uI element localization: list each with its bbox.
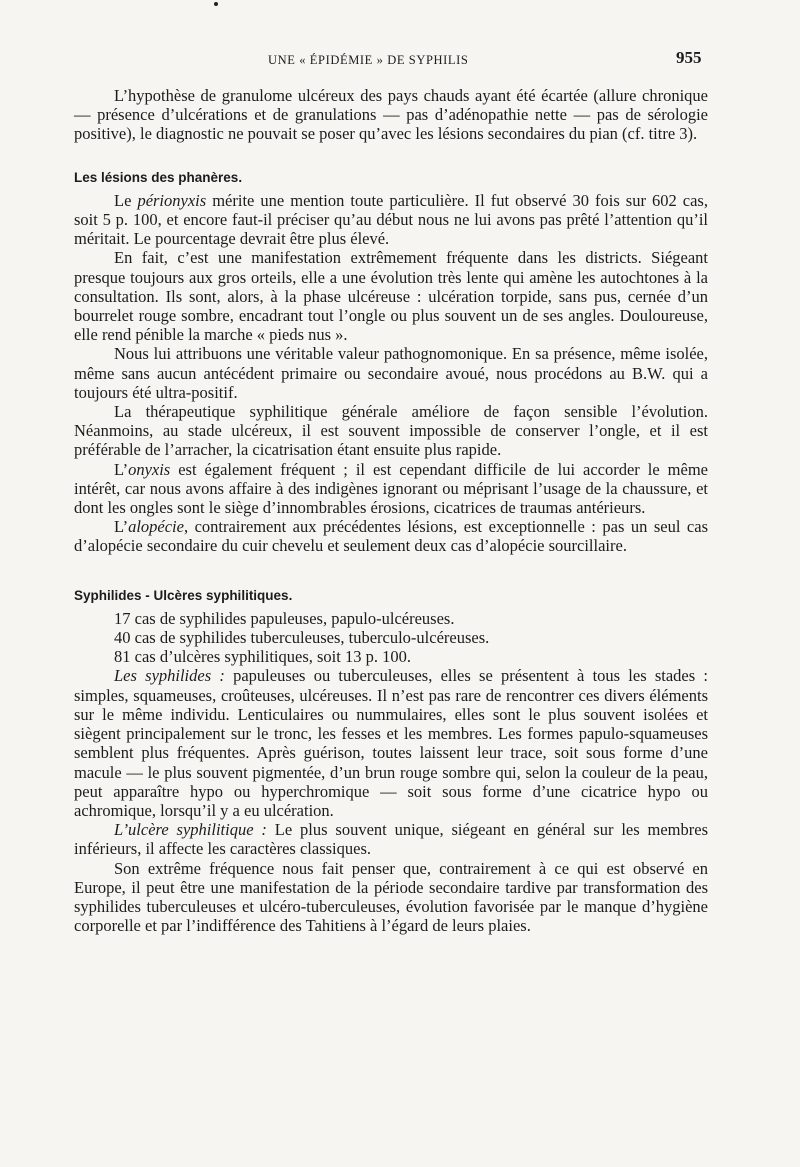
- body-text: [74, 86, 708, 935]
- ink-speck: [214, 2, 218, 6]
- paragraph-ulcere: [74, 820, 708, 858]
- term-alopecie: alopécie: [128, 517, 184, 537]
- text-run: Le plus souvent unique, siégeant en général sur les membres inférieurs, il affecte les caractères classiques.: [74, 820, 708, 859]
- text-run: L’: [114, 459, 129, 479]
- paragraph-frequence: En fait, c’est une manifestation extrêmement fréquente dans les districts. Siégeant presque toujours aux gros orteils, elle a une évolution très lente qui amène les autochtones à la consultation. Ils sont, alors, à la phase ulcéreuse : ulcération torpide, sans pus, cernée d’un bourrelet rouge sombre, encadrant tout l’ongle ou plus souvent un de ses angles. Douloureuse, elle rend pénible la marche « pieds nus ».: [74, 248, 708, 345]
- running-header: [0, 48, 800, 72]
- page-number: 955: [676, 48, 702, 67]
- term-perionyxis: périonyxis: [137, 190, 207, 210]
- stat-line: 17 cas de syphilides papuleuses, papulo-ulcéreuses.: [114, 608, 455, 628]
- term-syphilides: Les syphilides :: [114, 666, 225, 686]
- paragraph-frequence-ulcere: Son extrême fréquence nous fait penser que, contrairement à ce qui est observé en Europe, il peut être une manifestation de la période secondaire tardive par transformation des syphilides tuberculeuses et ulcéro-tuberculeuses, évolution favorisée par le manque d’hygiène corporelle et par l’indifférence des Tahitiens à l’égard de leurs plaies.: [74, 858, 708, 936]
- paragraph-therapeutique: La thérapeutique syphilitique générale améliore de façon sensible l’évolution. Néanmoins, au stade ulcéreux, il est souvent impossible de conserver l’ongle, et il est préférable de l’arracher, la cicatrisation étant ensuite plus rapide.: [74, 402, 708, 460]
- paragraph-granulome: L’hypothèse de granulome ulcéreux des pays chauds ayant été écartée (allure chronique — présence d’ulcérations et de granulations — pas d’adénopathie nette — pas de sérologie positive), le diagnostic ne pouvait se poser qu’avec les lésions secondaires du pian (cf. titre 3).: [74, 86, 708, 144]
- paragraph-pathognomonique: Nous lui attribuons une véritable valeur pathognomonique. En sa présence, même isolée, même sans aucun antécédent primaire ou secondaire avoué, nous procédons au B.W. qui a toujours été ultra-positif.: [74, 344, 708, 402]
- text-run: L’: [114, 517, 129, 537]
- text-run: , contrairement aux précédentes lésions, est exceptionnelle : pas un seul cas d’alopécie secondaire du cuir chevelu et seulement deux cas d’alopécie sourcillaire.: [74, 517, 708, 556]
- text-run: Le: [114, 190, 138, 210]
- text-run: papuleuses ou tuberculeuses, elles se présentent à tous les stades : simples, squameuses, croûteuses, ulcéreuses. Il n’est pas rare de rencontrer ces divers éléments sur le même individu. Lenticulaires ou nummulaires, elles sont le plus souvent isolées et siègent principalement sur le tronc, les fesses et les membres. Les formes papulo-squameuses semblent plus fréquentes. Après guérison, toutes laissent leur trace, soit sous forme d’une macule — le plus souvent pigmentée, d’un brun rouge sombre qui, selon la couleur de la peau, peut apparaître hypo ou hyperchromique — soit sous forme d’une cicatrice hypo ou achromique, lorsqu’il y a eu ulcération.: [74, 666, 708, 820]
- section-heading-syphilides: Syphilides - Ulcères syphilitiques.: [74, 587, 293, 603]
- running-title: UNE « ÉPIDÉMIE » DE SYPHILIS: [268, 53, 469, 67]
- term-onyxis: onyxis: [128, 459, 171, 479]
- paragraph-syphilides: [74, 666, 708, 820]
- paragraph-alopecie: [74, 517, 708, 555]
- section-heading-phaneres: Les lésions des phanères.: [74, 169, 243, 185]
- stat-line: 40 cas de syphilides tuberculeuses, tuberculo-ulcéreuses.: [114, 628, 490, 648]
- text-run: est également fréquent ; il est cependant difficile de lui accorder le même intérêt, car nous avons affaire à des indigènes ignorant ou méprisant l’usage de la chaussure, et dont les ongles sont le siège d’innombrables érosions, cicatrices de traumas antérieurs.: [74, 459, 708, 518]
- stat-line: 81 cas d’ulcères syphilitiques, soit 13 p. 100.: [114, 647, 411, 667]
- text-run: mérite une mention toute particulière. Il fut observé 30 fois sur 602 cas, soit 5 p. 100, et encore faut-il préciser qu’au début nous ne lui avons pas prêté l’attention qu’il méritait. Le pourcentage devrait être plus élevé.: [74, 190, 708, 249]
- paragraph-perionyxis: [74, 191, 708, 249]
- case-statistics: [114, 609, 708, 667]
- term-ulcere: L’ulcère syphilitique :: [114, 820, 267, 840]
- paragraph-onyxis: [74, 460, 708, 518]
